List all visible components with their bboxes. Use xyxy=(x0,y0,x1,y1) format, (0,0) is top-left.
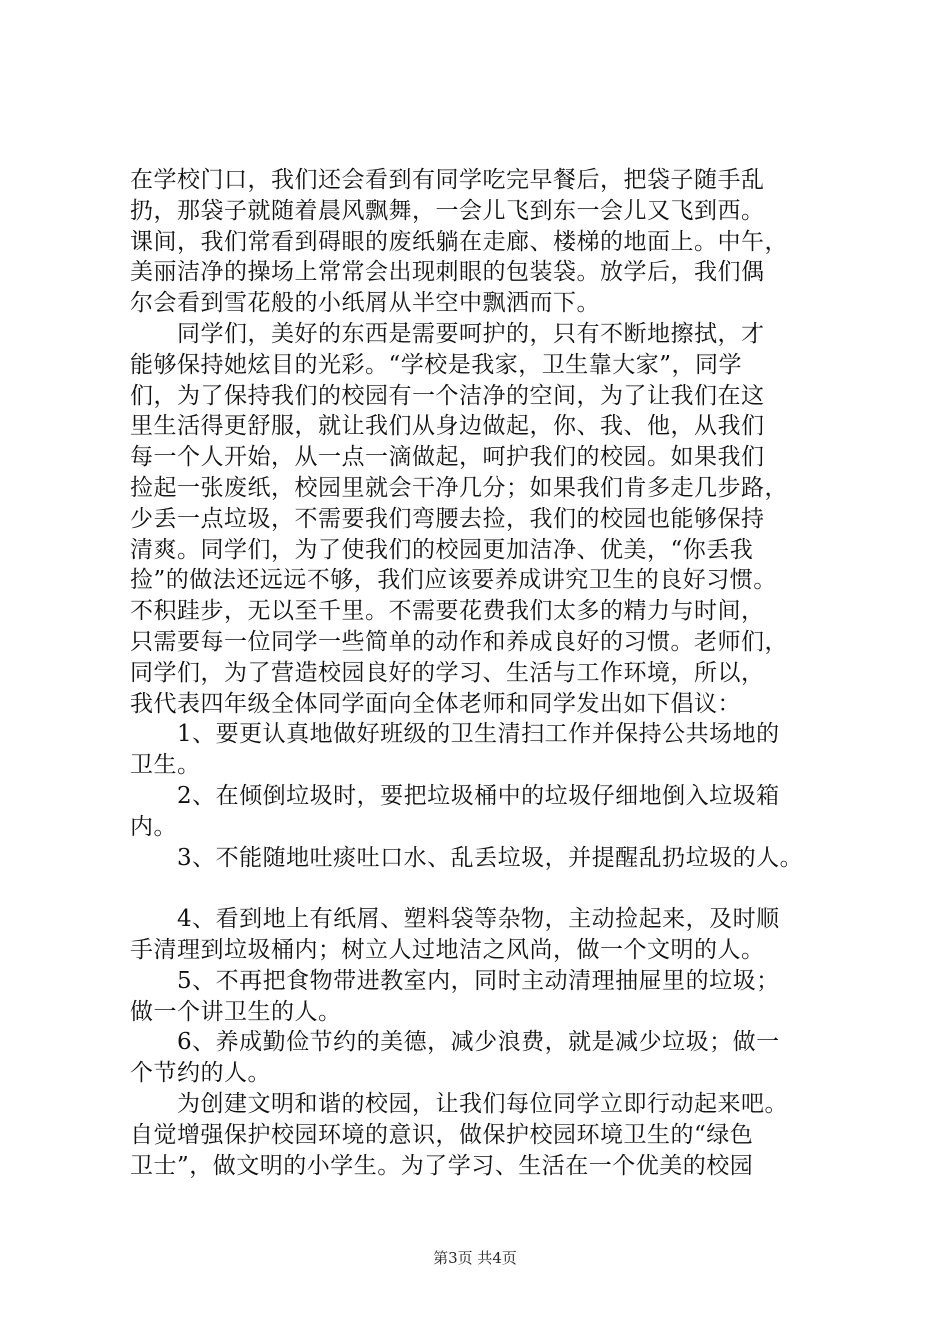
proposal-2-line: 内。 xyxy=(130,813,177,840)
text-line: 捡”的做法还远远不够，我们应该要养成讲究卫生的良好习惯。 xyxy=(130,567,777,594)
body-text xyxy=(130,165,850,1181)
proposal-1-line: 1、要更认真地做好班级的卫生清扫工作并保持公共场地的 xyxy=(130,721,780,748)
text-line: 清爽。同学们，为了使我们的校园更加洁净、优美，“你丢我 xyxy=(130,536,754,563)
proposal-5-line: 做一个讲卫生的人。 xyxy=(130,998,342,1025)
text-line: 课间，我们常看到碍眼的废纸躺在走廊、楼梯的地面上。中午， xyxy=(130,228,788,255)
text-line: 尔会看到雪花般的小纸屑从半空中飘洒而下。 xyxy=(130,290,600,317)
text-line: 美丽洁净的操场上常常会出现刺眼的包装袋。放学后，我们偶 xyxy=(130,259,765,286)
text-line: 每一个人开始，从一点一滴做起，呵护我们的校园。如果我们 xyxy=(130,444,765,471)
text-line: 卫士”，做文明的小学生。为了学习、生活在一个优美的校园 xyxy=(130,1152,754,1179)
text-line: 扔，那袋子就随着晨风飘舞，一会儿飞到东一会儿又飞到西。 xyxy=(130,197,765,224)
proposal-5-line: 5、不再把食物带进教室内，同时主动清理抽屉里的垃圾； xyxy=(130,967,780,994)
text-line: 们，为了保持我们的校园有一个洁净的空间，为了让我们在这 xyxy=(130,382,765,409)
text-line: 为创建文明和谐的校园，让我们每位同学立即行动起来吧。 xyxy=(130,1090,788,1117)
text-line: 我代表四年级全体同学面向全体老师和同学发出如下倡议： xyxy=(130,690,741,717)
text-line: 在学校门口，我们还会看到有同学吃完早餐后，把袋子随手乱 xyxy=(130,167,765,193)
text-line: 同学们，为了营造校园良好的学习、生活与工作环境，所以， xyxy=(130,659,765,686)
text-line: 不积跬步，无以至千里。不需要花费我们太多的精力与时间， xyxy=(130,598,765,625)
proposal-6-line: 6、养成勤俭节约的美德，减少浪费，就是减少垃圾；做一 xyxy=(130,1029,780,1056)
text-line: 能够保持她炫目的光彩。“学校是我家，卫生靠大家”，同学 xyxy=(130,351,743,378)
proposal-4-line: 手清理到垃圾桶内；树立人过地洁之风尚，做一个文明的人。 xyxy=(130,936,765,963)
blank-line xyxy=(130,873,850,904)
proposal-2-line: 2、在倾倒垃圾时，要把垃圾桶中的垃圾仔细地倒入垃圾箱 xyxy=(130,782,780,809)
proposal-1-line: 卫生。 xyxy=(130,752,201,779)
page-number-footer: 第3页 共4页 xyxy=(433,1249,517,1267)
text-line: 只需要每一位同学一些简单的动作和养成良好的习惯。老师们， xyxy=(130,628,788,655)
text-line: 同学们，美好的东西是需要呵护的，只有不断地擦拭，才 xyxy=(130,320,765,347)
proposal-3-line: 3、不能随地吐痰吐口水、乱丢垃圾，并提醒乱扔垃圾的人。 xyxy=(130,844,804,871)
text-line: 少丢一点垃圾，不需要我们弯腰去捡，我们的校园也能够保持 xyxy=(130,505,765,532)
text-line: 自觉增强保护校园环境的意识，做保护校园环境卫生的“绿色 xyxy=(130,1121,754,1148)
proposal-6-line: 个节约的人。 xyxy=(130,1060,271,1087)
text-line: 里生活得更舒服，就让我们从身边做起，你、我、他，从我们 xyxy=(130,413,765,440)
text-line: 捡起一张废纸，校园里就会干净几分；如果我们肯多走几步路， xyxy=(130,474,788,501)
proposal-4-line: 4、看到地上有纸屑、塑料袋等杂物，主动捡起来，及时顺 xyxy=(130,906,780,933)
